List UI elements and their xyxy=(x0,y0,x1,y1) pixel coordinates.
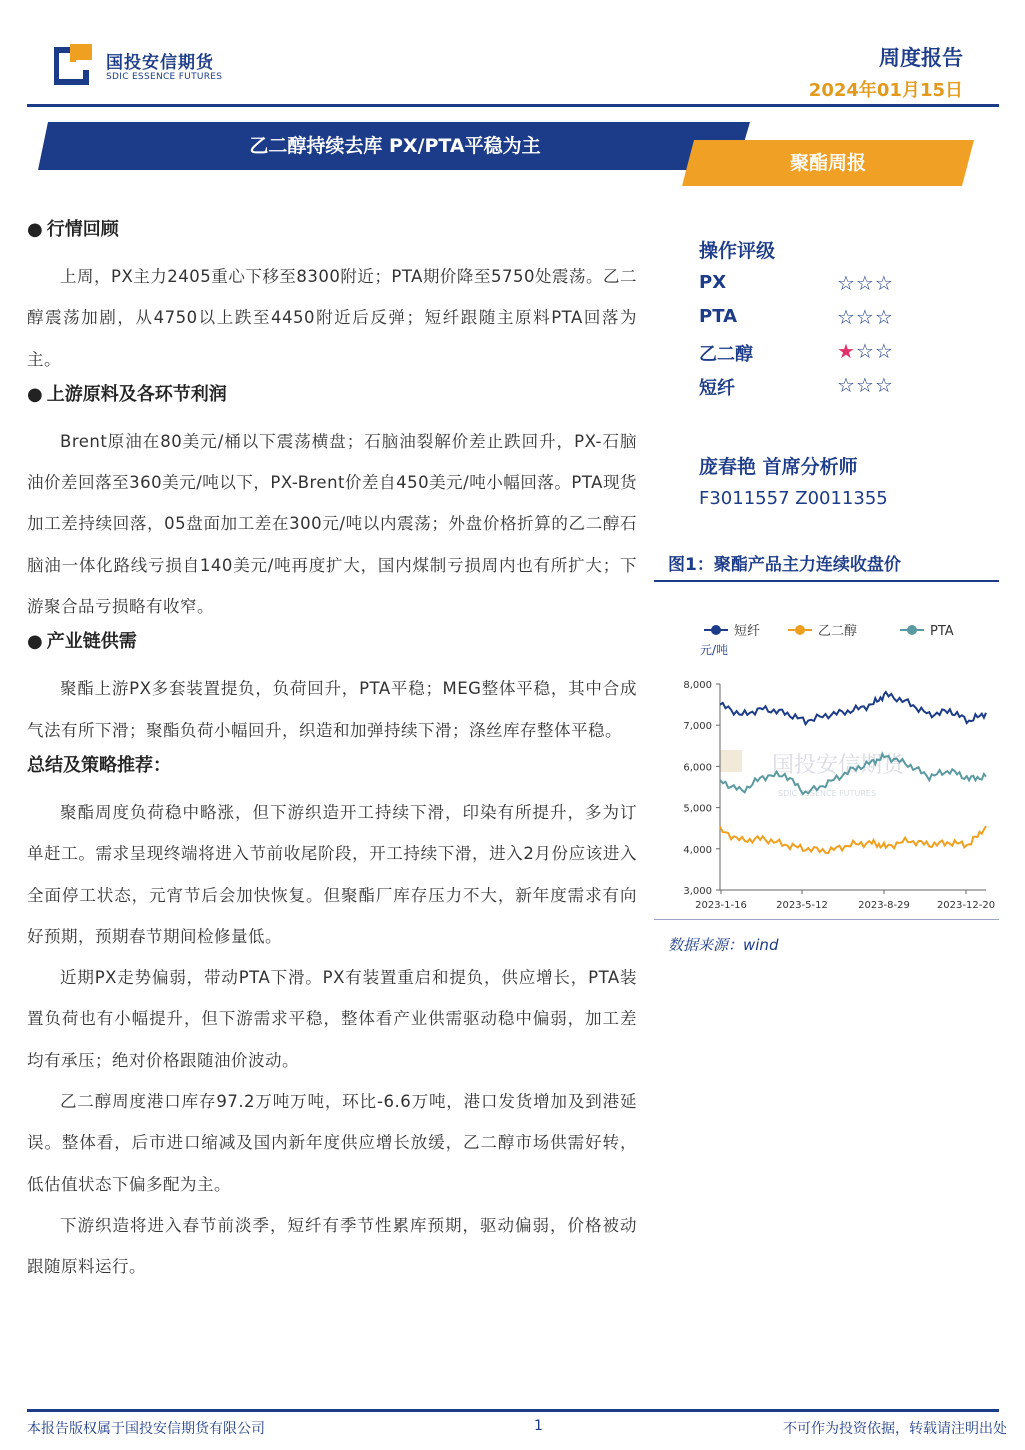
rating-row-px xyxy=(699,272,919,302)
legend-label: 乙二醇 xyxy=(818,624,858,639)
paragraph: 乙二醇周度港口库存97.2万吨万吨，环比-6.6万吨，港口发货增加及到港延误。整体看，后市进口缩减及国内新年度供应增长放缓，乙二醇市场供需好转，低估值状态下偏多配为主。 xyxy=(27,1092,637,1194)
y-tick-label: 3,000 xyxy=(683,886,712,897)
figure-bottom-rule xyxy=(654,919,999,920)
footer-divider xyxy=(27,1409,999,1412)
legend-label: PTA xyxy=(930,624,954,639)
rating-row-pta xyxy=(699,306,919,336)
legend-marker-icon xyxy=(795,625,805,635)
x-tick-label: 2023-5-12 xyxy=(776,900,828,911)
rating-row-meg xyxy=(699,340,919,370)
report-body xyxy=(27,215,637,1288)
footer-copyright: 本报告版权属于国投安信期货有限公司 xyxy=(27,1421,265,1437)
logo-text-en: SDIC ESSENCE FUTURES xyxy=(106,72,223,82)
chart-legend xyxy=(704,623,954,639)
bullet-icon: ● xyxy=(27,631,43,653)
series-line-2 xyxy=(720,826,986,853)
category-tag-label: 聚酯周报 xyxy=(789,152,866,174)
paragraph: 下游织造将进入春节前淡季，短纤有季节性累库预期，驱动偏弱，价格被动跟随原料运行。 xyxy=(27,1215,637,1277)
x-tick-label: 2023-12-20 xyxy=(936,900,996,911)
legend-marker-icon xyxy=(711,625,721,635)
section-upstream xyxy=(27,380,637,627)
analyst-name: 庞春艳 首席分析师 xyxy=(699,456,858,478)
y-tick-label: 6,000 xyxy=(683,762,712,774)
logo-mark-icon xyxy=(54,42,98,86)
price-chart xyxy=(654,600,999,920)
section-heading: 总结及策略推荐： xyxy=(27,754,171,776)
page-number: 1 xyxy=(534,1418,543,1434)
figure-divider xyxy=(654,580,999,582)
section-heading: ● 产业链供需 xyxy=(27,631,137,653)
report-title: 乙二醇持续去库 PX/PTA平稳为主 xyxy=(249,135,541,157)
watermark-text-en: SDIC ESSENCE FUTURES xyxy=(778,789,877,798)
bullet-icon: ● xyxy=(27,383,43,405)
section-heading: ● 行情回顾 xyxy=(27,219,119,240)
y-axis-label: 元/吨 xyxy=(700,643,729,657)
company-logo xyxy=(54,42,234,86)
footer-disclaimer: 不可作为投资依据，转载请注明出处 xyxy=(783,1421,1007,1437)
y-tick-label: 8,000 xyxy=(683,680,712,691)
rating-stars-icon: ☆☆☆ xyxy=(837,373,894,397)
rating-name: 乙二醇 xyxy=(699,344,753,365)
rating-name: PTA xyxy=(699,306,738,327)
rating-row-psf xyxy=(699,374,919,404)
section-summary xyxy=(27,751,637,1288)
bullet-icon: ● xyxy=(27,219,43,240)
report-date: 2024年01月15日 xyxy=(808,80,963,101)
y-tick-label: 7,000 xyxy=(683,721,712,733)
paragraph: Brent原油在80美元/桶以下震荡横盘；石脑油裂解价差止跌回升，PX-石脑油价差回落至360美元/吨以下，PX-Brent价差自450美元/吨小幅回落。PTA现货加工差持续回落，05盘面加工差在300元/吨以内震荡；外盘价格折算的乙二醇石脑油一体化路线亏损自140美元/吨再度扩大，国内煤制亏损周内也有所扩大；下游聚合品亏损略有收窄。 xyxy=(27,431,637,617)
rating-name: PX xyxy=(699,272,727,293)
watermark-mark xyxy=(720,750,742,772)
chart-watermark xyxy=(720,750,906,798)
watermark-text: 国投安信期货 xyxy=(772,753,905,778)
legend-label: 短纤 xyxy=(734,624,761,639)
logo-text-cn: 国投安信期货 xyxy=(106,53,214,73)
paragraph: 上周，PX主力2405重心下移至8300附近；PTA期价降至5750处震荡。乙二醇震荡加剧，从4750以上跌至4450附近后反弹；短纤跟随主原料PTA回落为主。 xyxy=(27,267,637,369)
figure-source: 数据来源：wind xyxy=(668,936,779,954)
section-supply-demand xyxy=(27,627,637,751)
x-tick-label: 2023-8-29 xyxy=(858,900,910,911)
rating-name: 短纤 xyxy=(699,378,735,399)
analyst-cert: F3011557 Z0011355 xyxy=(699,488,888,509)
rating-stars-icon: ★☆☆ xyxy=(837,339,894,363)
legend-marker-icon xyxy=(907,625,917,635)
section-review xyxy=(27,215,637,380)
y-tick-label: 5,000 xyxy=(683,803,712,815)
header-divider xyxy=(27,104,999,107)
x-tick-label: 2023-1-16 xyxy=(695,900,747,911)
rating-stars-icon: ☆☆☆ xyxy=(837,305,894,329)
paragraph: 聚酯周度负荷稳中略涨，但下游织造开工持续下滑，印染有所提升，多为订单赶工。需求呈现终端将进入节前收尾阶段，开工持续下滑，进入2月份应该进入全面停工状态，元宵节后会加快恢复。但聚酯厂库存压力不大，新年度需求有向好预期，预期春节期间检修量低。 xyxy=(27,802,637,946)
section-heading: ● 上游原料及各环节利润 xyxy=(27,383,227,405)
y-tick-label: 4,000 xyxy=(683,844,712,856)
figure-title: 图1：聚酯产品主力连续收盘价 xyxy=(668,555,901,575)
rating-title: 操作评级 xyxy=(699,240,776,262)
paragraph: 近期PX走势偏弱，带动PTA下滑。PX有装置重启和提负，供应增长，PTA装置负荷也有小幅提升，但下游需求平稳，整体看产业供需驱动稳中偏弱，加工差均有承压；绝对价格跟随油价波动。 xyxy=(27,968,637,1070)
paragraph: 聚酯上游PX多套装置提负，负荷回升，PTA平稳；MEG整体平稳，其中合成气法有所下滑；聚酯负荷小幅回升，织造和加弹持续下滑；涤丝库存整体平稳。 xyxy=(27,679,637,740)
report-type: 周度报告 xyxy=(879,46,963,70)
rating-stars-icon: ☆☆☆ xyxy=(837,271,894,295)
series-line-1 xyxy=(720,692,986,724)
